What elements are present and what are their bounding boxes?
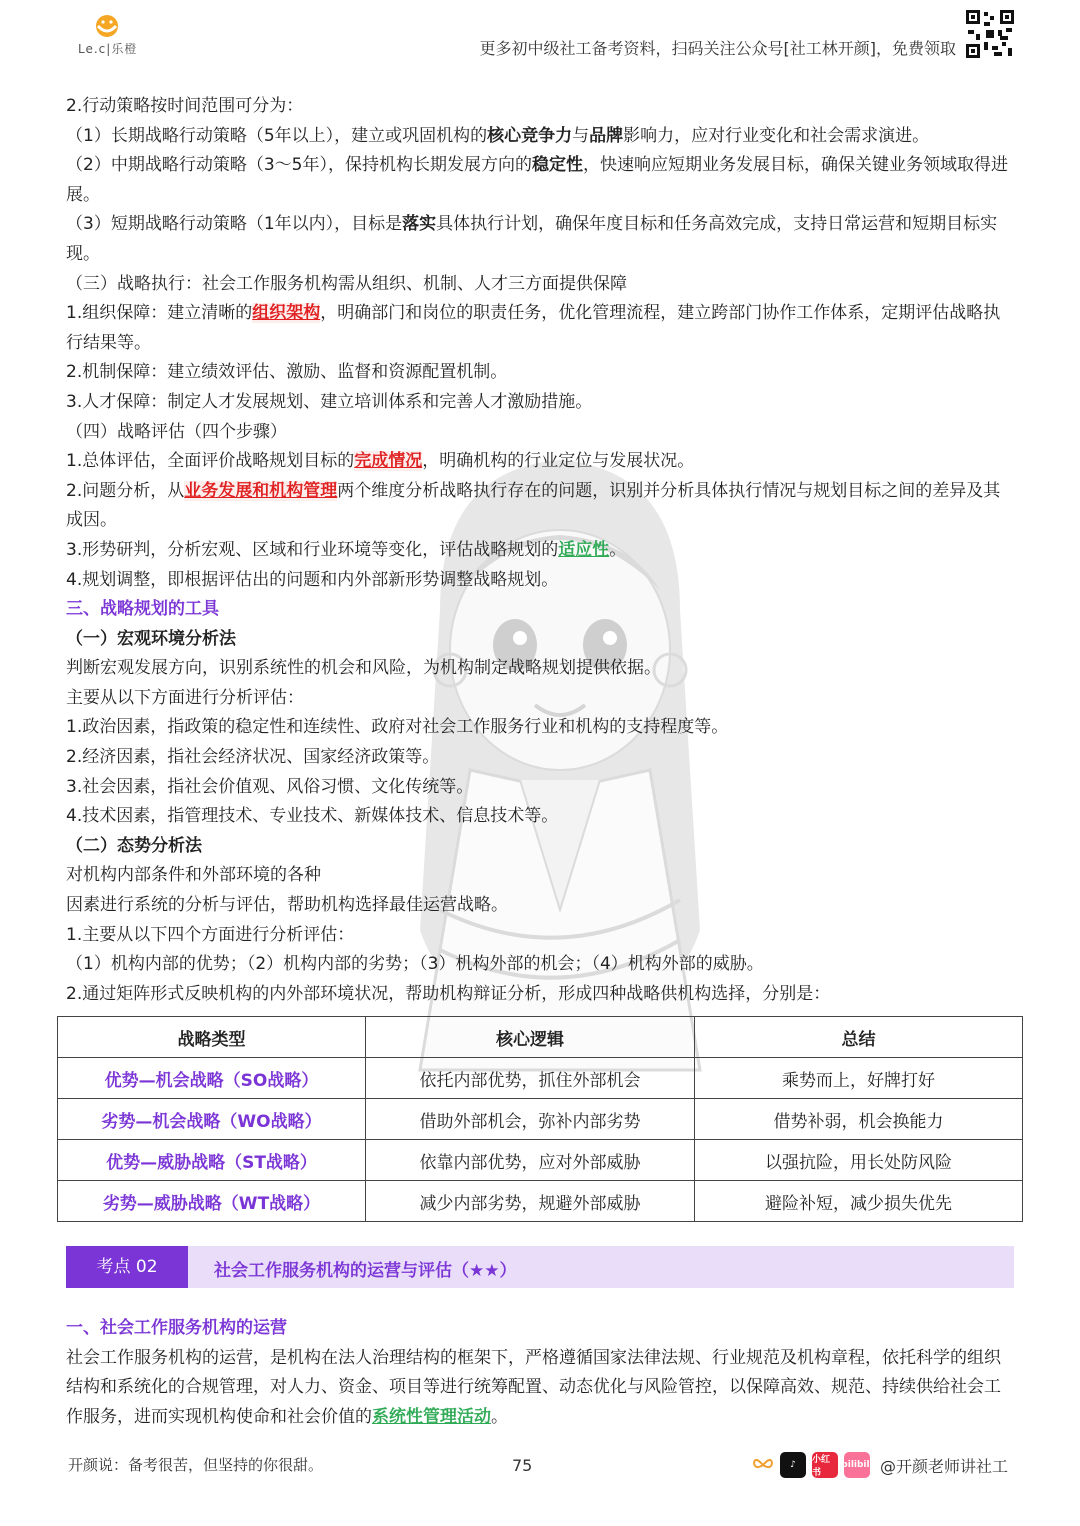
text-line: （2）中期战略行动策略（3～5年），保持机构长期发展方向的稳定性，快速响应短期业务发展目标，确保关键业务领域取得进展。 (66, 155, 1008, 205)
summary-cell: 避险补短，减少损失优先 (695, 1181, 1023, 1222)
text-line: 4.规划调整，即根据评估出的问题和内外部新形势调整战略规划。 (66, 569, 559, 590)
table-row (58, 1099, 1023, 1140)
xiaohongshu-icon[interactable]: 小红书 (812, 1452, 838, 1478)
text-line: 1.总体评估，全面评价战略规划目标的完成情况，明确机构的行业定位与发展状况。 (66, 451, 695, 472)
strategy-type-cell: 劣势—威胁战略（WT战略） (58, 1181, 366, 1222)
text-line: 因素进行系统的分析与评估，帮助机构选择最佳运营战略。 (66, 895, 508, 916)
text-line: 主要从以下方面进行分析评估： (66, 687, 304, 708)
highlight-green: 适应性 (558, 539, 610, 560)
footer-motto: 开颜说：备考很苦，但坚持的你很甜。 (68, 1456, 324, 1474)
highlight-red: 组织架构 (252, 303, 321, 324)
page-number: 75 (512, 1456, 533, 1475)
text-line: （1）长期战略行动策略（5年以上），建立或巩固机构的核心竞争力与品牌影响力，应对行业变化和社会需求演进。 (66, 125, 930, 146)
table-row (58, 1181, 1023, 1222)
text-line: 3.人才保障：制定人才发展规划、建立培训体系和完善人才激励措施。 (66, 391, 593, 412)
text-line: （1）机构内部的优势；（2）机构内部的劣势；（3）机构外部的机会；（4）机构外部的威胁。 (66, 954, 764, 975)
butterfly-icon[interactable] (752, 1454, 774, 1476)
header-promo: 更多初中级社工备考资料，扫码关注公众号[社工林开颜]，免费领取 (479, 39, 956, 58)
table-header: 总结 (695, 1017, 1023, 1058)
tiktok-icon[interactable]: ♪ (780, 1452, 806, 1478)
page-footer (0, 1450, 1080, 1490)
text-line: （四）战略评估（四个步骤） (66, 421, 287, 442)
text-line: 2.机制保障：建立绩效评估、激励、监督和资源配置机制。 (66, 362, 508, 383)
summary-cell: 借势补弱，机会换能力 (695, 1099, 1023, 1140)
text-line: 2.经济因素，指社会经济状况、国家经济政策等。 (66, 747, 440, 768)
section-heading: 三、战略规划的工具 (66, 599, 219, 620)
exam-point-title: 社会工作服务机构的运营与评估（★★） (214, 1261, 517, 1281)
core-logic-cell: 减少内部劣势，规避外部威胁 (366, 1181, 695, 1222)
logo-text: Le.c|乐橙 (78, 42, 138, 56)
text-line: 3.形势研判，分析宏观、区域和行业环境等变化，评估战略规划的适应性。 (66, 539, 627, 560)
text-line: 1.主要从以下四个方面进行分析评估： (66, 924, 355, 945)
text-line: 2.行动策略按时间范围可分为： (66, 96, 304, 116)
table-header-row (58, 1017, 1023, 1058)
strategy-type-cell: 优势—威胁战略（ST战略） (58, 1140, 366, 1181)
highlight-green: 系统性管理活动 (372, 1406, 491, 1427)
text-line: 判断宏观发展方向，识别系统性的机会和风险，为机构制定战略规划提供依据。 (66, 658, 661, 679)
strategy-type-cell: 劣势—机会战略（WO战略） (58, 1099, 366, 1140)
main-content (66, 92, 1016, 1009)
section-heading: 一、社会工作服务机构的运营 (66, 1318, 287, 1338)
qr-code-icon[interactable] (964, 8, 1016, 60)
text-line: 1.政治因素，指政策的稳定性和连续性、政府对社会工作服务行业和机构的支持程度等。 (66, 717, 729, 738)
table-row (58, 1140, 1023, 1181)
table-header: 战略类型 (58, 1017, 366, 1058)
core-logic-cell: 依托内部优势，抓住外部机会 (366, 1058, 695, 1099)
exam-point-tag: 考点 02 (66, 1246, 188, 1288)
subsection-heading: （二）态势分析法 (66, 835, 202, 856)
bilibili-icon[interactable]: bilibili (844, 1452, 870, 1478)
highlight-red: 业务发展和机构管理 (184, 480, 338, 501)
core-logic-cell: 依靠内部优势，应对外部威胁 (366, 1140, 695, 1181)
section-operation (66, 1314, 1016, 1432)
table-row (58, 1058, 1023, 1099)
text-line: 2.问题分析，从业务发展和机构管理两个维度分析战略执行存在的问题，识别并分析具体执行情况与规划目标之间的差异及其成因。 (66, 480, 1001, 531)
text-line: 2.通过矩阵形式反映机构的内外部环境状况，帮助机构辩证分析，形成四种战略供机构选择，分别是： (66, 983, 831, 1004)
subsection-heading: （一）宏观环境分析法 (66, 628, 236, 649)
text-line: 4.技术因素，指管理技术、专业技术、新媒体技术、信息技术等。 (66, 806, 559, 827)
paragraph: 社会工作服务机构的运营，是机构在法人治理结构的框架下，严格遵循国家法律法规、行业规范及机构章程，依托科学的组织结构和系统化的合规管理，对人力、资金、项目等进行统筹配置、动态优化与风险管控，以保障高效、规范、持续供给社会工作服务，进而实现机构使命和社会价值的系统性管理活动。 (66, 1347, 1001, 1427)
page-header (0, 0, 1080, 70)
text-line: 1.组织保障：建立清晰的组织架构，明确部门和岗位的职责任务，优化管理流程，建立跨部门协作工作体系，定期评估战略执行结果等。 (66, 303, 1001, 353)
highlight-red: 完成情况 (354, 451, 423, 472)
strategy-table (57, 1016, 1023, 1222)
strategy-type-cell: 优势—机会战略（SO战略） (58, 1058, 366, 1099)
table-header: 核心逻辑 (366, 1017, 695, 1058)
text-line: （3）短期战略行动策略（1年以内），目标是落实具体执行计划，确保年度目标和任务高效完成，支持日常运营和短期目标实现。 (66, 214, 998, 264)
text-line: （三）战略执行：社会工作服务机构需从组织、机制、人才三方面提供保障 (66, 273, 627, 294)
exam-point-banner (66, 1246, 1014, 1288)
footer-handle: @开颜老师讲社工 (880, 1457, 1009, 1476)
text-line: 3.社会因素，指社会价值观、风俗习惯、文化传统等。 (66, 776, 474, 797)
summary-cell: 以强抗险，用长处防风险 (695, 1140, 1023, 1181)
summary-cell: 乘势而上，好牌打好 (695, 1058, 1023, 1099)
core-logic-cell: 借助外部机会，弥补内部劣势 (366, 1099, 695, 1140)
social-icons (752, 1452, 873, 1478)
text-line: 对机构内部条件和外部环境的各种 (66, 865, 321, 886)
